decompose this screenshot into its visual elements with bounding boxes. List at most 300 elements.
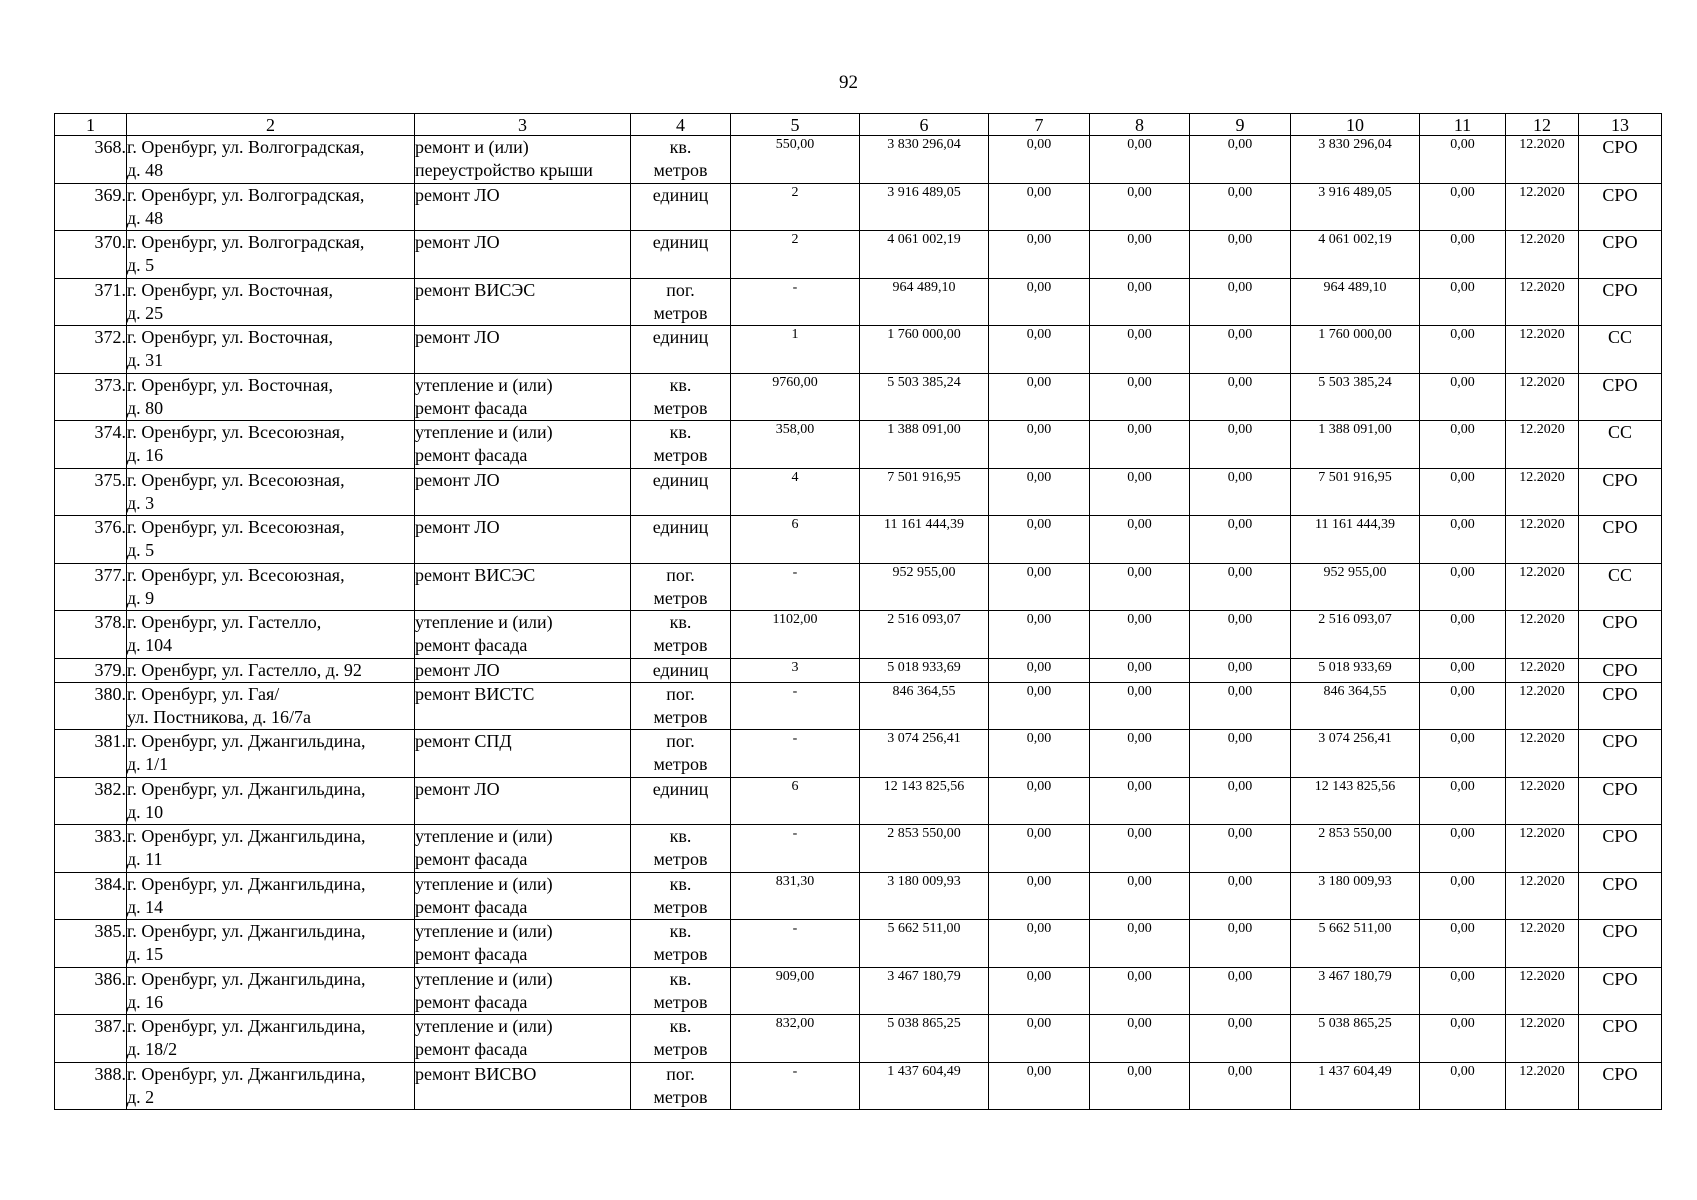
column-header-2: 2 — [127, 114, 415, 136]
row-number: 384. — [55, 872, 127, 920]
row-number: 383. — [55, 825, 127, 873]
col10-cell: 5 503 385,24 — [1291, 373, 1420, 421]
column-number-row — [55, 114, 1662, 136]
col9-cell: 0,00 — [1190, 563, 1291, 611]
col7-cell: 0,00 — [989, 682, 1090, 730]
col7-cell: 0,00 — [989, 278, 1090, 326]
col8-cell: 0,00 — [1090, 326, 1190, 374]
table-row — [55, 777, 1662, 825]
volume-cell: 1102,00 — [731, 611, 860, 659]
work-type-cell: ремонт ЛО — [415, 658, 631, 682]
table-row — [55, 872, 1662, 920]
cost-cell: 5 018 933,69 — [860, 658, 989, 682]
col9-cell: 0,00 — [1190, 682, 1291, 730]
date-cell: 12.2020 — [1506, 825, 1579, 873]
col11-cell: 0,00 — [1420, 278, 1506, 326]
date-cell: 12.2020 — [1506, 1062, 1579, 1110]
col11-cell: 0,00 — [1420, 682, 1506, 730]
column-header-3: 3 — [415, 114, 631, 136]
volume-cell: - — [731, 278, 860, 326]
date-cell: 12.2020 — [1506, 682, 1579, 730]
work-type-cell: ремонт ЛО — [415, 516, 631, 564]
col10-cell: 4 061 002,19 — [1291, 231, 1420, 279]
source-cell: СС — [1579, 326, 1662, 374]
col9-cell: 0,00 — [1190, 468, 1291, 516]
address-cell: г. Оренбург, ул. Джангильдина, д. 11 — [127, 825, 415, 873]
date-cell: 12.2020 — [1506, 468, 1579, 516]
col11-cell: 0,00 — [1420, 658, 1506, 682]
table-row — [55, 421, 1662, 469]
col8-cell: 0,00 — [1090, 920, 1190, 968]
source-cell: СРО — [1579, 730, 1662, 778]
row-number: 381. — [55, 730, 127, 778]
col10-cell: 964 489,10 — [1291, 278, 1420, 326]
volume-cell: - — [731, 682, 860, 730]
col10-cell: 3 916 489,05 — [1291, 183, 1420, 231]
unit-cell: единиц — [631, 231, 731, 279]
date-cell: 12.2020 — [1506, 611, 1579, 659]
row-number: 369. — [55, 183, 127, 231]
col10-cell: 3 830 296,04 — [1291, 136, 1420, 184]
col9-cell: 0,00 — [1190, 1015, 1291, 1063]
cost-cell: 5 503 385,24 — [860, 373, 989, 421]
col10-cell: 846 364,55 — [1291, 682, 1420, 730]
col7-cell: 0,00 — [989, 563, 1090, 611]
source-cell: СРО — [1579, 278, 1662, 326]
table-row — [55, 183, 1662, 231]
col7-cell: 0,00 — [989, 183, 1090, 231]
column-header-11: 11 — [1420, 114, 1506, 136]
col11-cell: 0,00 — [1420, 563, 1506, 611]
cost-cell: 3 916 489,05 — [860, 183, 989, 231]
column-header-1: 1 — [55, 114, 127, 136]
col10-cell: 3 467 180,79 — [1291, 967, 1420, 1015]
volume-cell: 2 — [731, 183, 860, 231]
date-cell: 12.2020 — [1506, 872, 1579, 920]
col11-cell: 0,00 — [1420, 183, 1506, 231]
address-cell: г. Оренбург, ул. Джангильдина, д. 1/1 — [127, 730, 415, 778]
table-body — [55, 136, 1662, 1110]
unit-cell: кв. метров — [631, 421, 731, 469]
col11-cell: 0,00 — [1420, 872, 1506, 920]
table-row — [55, 136, 1662, 184]
col11-cell: 0,00 — [1420, 468, 1506, 516]
table-row — [55, 278, 1662, 326]
col7-cell: 0,00 — [989, 421, 1090, 469]
source-cell: СРО — [1579, 682, 1662, 730]
col10-cell: 2 516 093,07 — [1291, 611, 1420, 659]
source-cell: СРО — [1579, 825, 1662, 873]
col7-cell: 0,00 — [989, 1015, 1090, 1063]
col8-cell: 0,00 — [1090, 183, 1190, 231]
col10-cell: 2 853 550,00 — [1291, 825, 1420, 873]
col11-cell: 0,00 — [1420, 421, 1506, 469]
col11-cell: 0,00 — [1420, 231, 1506, 279]
col11-cell: 0,00 — [1420, 920, 1506, 968]
source-cell: СРО — [1579, 658, 1662, 682]
table-row — [55, 1062, 1662, 1110]
col8-cell: 0,00 — [1090, 1015, 1190, 1063]
work-type-cell: утепление и (или) ремонт фасада — [415, 920, 631, 968]
work-type-cell: ремонт СПД — [415, 730, 631, 778]
date-cell: 12.2020 — [1506, 373, 1579, 421]
col11-cell: 0,00 — [1420, 730, 1506, 778]
column-header-8: 8 — [1090, 114, 1190, 136]
col10-cell: 5 662 511,00 — [1291, 920, 1420, 968]
source-cell: СРО — [1579, 967, 1662, 1015]
col7-cell: 0,00 — [989, 730, 1090, 778]
volume-cell: 6 — [731, 516, 860, 564]
work-type-cell: утепление и (или) ремонт фасада — [415, 872, 631, 920]
source-cell: СРО — [1579, 920, 1662, 968]
row-number: 368. — [55, 136, 127, 184]
source-cell: СС — [1579, 563, 1662, 611]
row-number: 375. — [55, 468, 127, 516]
col8-cell: 0,00 — [1090, 967, 1190, 1015]
address-cell: г. Оренбург, ул. Джангильдина, д. 15 — [127, 920, 415, 968]
col9-cell: 0,00 — [1190, 326, 1291, 374]
col8-cell: 0,00 — [1090, 278, 1190, 326]
address-cell: г. Оренбург, ул. Джангильдина, д. 2 — [127, 1062, 415, 1110]
work-type-cell: ремонт ЛО — [415, 468, 631, 516]
col8-cell: 0,00 — [1090, 231, 1190, 279]
col8-cell: 0,00 — [1090, 872, 1190, 920]
row-number: 376. — [55, 516, 127, 564]
column-header-7: 7 — [989, 114, 1090, 136]
col11-cell: 0,00 — [1420, 136, 1506, 184]
date-cell: 12.2020 — [1506, 278, 1579, 326]
col9-cell: 0,00 — [1190, 1062, 1291, 1110]
volume-cell: - — [731, 1062, 860, 1110]
col10-cell: 5 038 865,25 — [1291, 1015, 1420, 1063]
col7-cell: 0,00 — [989, 872, 1090, 920]
date-cell: 12.2020 — [1506, 421, 1579, 469]
address-cell: г. Оренбург, ул. Восточная, д. 25 — [127, 278, 415, 326]
date-cell: 12.2020 — [1506, 730, 1579, 778]
table-row — [55, 516, 1662, 564]
col7-cell: 0,00 — [989, 373, 1090, 421]
column-header-13: 13 — [1579, 114, 1662, 136]
unit-cell: пог. метров — [631, 730, 731, 778]
volume-cell: 2 — [731, 231, 860, 279]
volume-cell: 550,00 — [731, 136, 860, 184]
col10-cell: 1 437 604,49 — [1291, 1062, 1420, 1110]
work-type-cell: ремонт ВИСТС — [415, 682, 631, 730]
col7-cell: 0,00 — [989, 516, 1090, 564]
row-number: 378. — [55, 611, 127, 659]
table-row — [55, 563, 1662, 611]
col8-cell: 0,00 — [1090, 611, 1190, 659]
col9-cell: 0,00 — [1190, 777, 1291, 825]
col7-cell: 0,00 — [989, 326, 1090, 374]
volume-cell: 358,00 — [731, 421, 860, 469]
row-number: 377. — [55, 563, 127, 611]
col7-cell: 0,00 — [989, 825, 1090, 873]
address-cell: г. Оренбург, ул. Джангильдина, д. 16 — [127, 967, 415, 1015]
address-cell: г. Оренбург, ул. Джангильдина, д. 10 — [127, 777, 415, 825]
col11-cell: 0,00 — [1420, 1062, 1506, 1110]
volume-cell: - — [731, 563, 860, 611]
cost-cell: 3 074 256,41 — [860, 730, 989, 778]
row-number: 379. — [55, 658, 127, 682]
date-cell: 12.2020 — [1506, 967, 1579, 1015]
unit-cell: единиц — [631, 658, 731, 682]
column-header-9: 9 — [1190, 114, 1291, 136]
volume-cell: 909,00 — [731, 967, 860, 1015]
row-number: 373. — [55, 373, 127, 421]
col11-cell: 0,00 — [1420, 967, 1506, 1015]
volume-cell: - — [731, 920, 860, 968]
work-type-cell: утепление и (или) ремонт фасада — [415, 825, 631, 873]
repair-register-table — [54, 113, 1662, 1110]
column-header-4: 4 — [631, 114, 731, 136]
cost-cell: 1 760 000,00 — [860, 326, 989, 374]
address-cell: г. Оренбург, ул. Всесоюзная, д. 5 — [127, 516, 415, 564]
volume-cell: 3 — [731, 658, 860, 682]
volume-cell: 831,30 — [731, 872, 860, 920]
col8-cell: 0,00 — [1090, 373, 1190, 421]
unit-cell: пог. метров — [631, 1062, 731, 1110]
work-type-cell: ремонт ВИСЭС — [415, 278, 631, 326]
cost-cell: 846 364,55 — [860, 682, 989, 730]
table-row — [55, 658, 1662, 682]
cost-cell: 1 437 604,49 — [860, 1062, 989, 1110]
source-cell: СРО — [1579, 1062, 1662, 1110]
col11-cell: 0,00 — [1420, 825, 1506, 873]
address-cell: г. Оренбург, ул. Джангильдина, д. 14 — [127, 872, 415, 920]
source-cell: СРО — [1579, 611, 1662, 659]
address-cell: г. Оренбург, ул. Джангильдина, д. 18/2 — [127, 1015, 415, 1063]
row-number: 385. — [55, 920, 127, 968]
col8-cell: 0,00 — [1090, 516, 1190, 564]
unit-cell: кв. метров — [631, 967, 731, 1015]
cost-cell: 12 143 825,56 — [860, 777, 989, 825]
col8-cell: 0,00 — [1090, 136, 1190, 184]
col10-cell: 5 018 933,69 — [1291, 658, 1420, 682]
col8-cell: 0,00 — [1090, 468, 1190, 516]
col7-cell: 0,00 — [989, 1062, 1090, 1110]
table-row — [55, 682, 1662, 730]
col9-cell: 0,00 — [1190, 231, 1291, 279]
address-cell: г. Оренбург, ул. Гая/ ул. Постникова, д. 16/7а — [127, 682, 415, 730]
address-cell: г. Оренбург, ул. Волгоградская, д. 48 — [127, 136, 415, 184]
work-type-cell: ремонт ВИСЭС — [415, 563, 631, 611]
col10-cell: 1 388 091,00 — [1291, 421, 1420, 469]
column-header-6: 6 — [860, 114, 989, 136]
col11-cell: 0,00 — [1420, 326, 1506, 374]
col8-cell: 0,00 — [1090, 658, 1190, 682]
table-row — [55, 231, 1662, 279]
col10-cell: 952 955,00 — [1291, 563, 1420, 611]
address-cell: г. Оренбург, ул. Волгоградская, д. 48 — [127, 183, 415, 231]
date-cell: 12.2020 — [1506, 231, 1579, 279]
table-row — [55, 468, 1662, 516]
work-type-cell: ремонт ВИСВО — [415, 1062, 631, 1110]
col10-cell: 12 143 825,56 — [1291, 777, 1420, 825]
table-header — [55, 114, 1662, 136]
work-type-cell: утепление и (или) ремонт фасада — [415, 611, 631, 659]
col8-cell: 0,00 — [1090, 421, 1190, 469]
col10-cell: 1 760 000,00 — [1291, 326, 1420, 374]
table-row — [55, 373, 1662, 421]
unit-cell: единиц — [631, 326, 731, 374]
col11-cell: 0,00 — [1420, 516, 1506, 564]
unit-cell: кв. метров — [631, 920, 731, 968]
date-cell: 12.2020 — [1506, 183, 1579, 231]
col11-cell: 0,00 — [1420, 611, 1506, 659]
col9-cell: 0,00 — [1190, 611, 1291, 659]
date-cell: 12.2020 — [1506, 136, 1579, 184]
unit-cell: кв. метров — [631, 373, 731, 421]
source-cell: СРО — [1579, 231, 1662, 279]
work-type-cell: ремонт ЛО — [415, 777, 631, 825]
source-cell: СС — [1579, 421, 1662, 469]
col7-cell: 0,00 — [989, 231, 1090, 279]
unit-cell: единиц — [631, 183, 731, 231]
address-cell: г. Оренбург, ул. Всесоюзная, д. 3 — [127, 468, 415, 516]
cost-cell: 7 501 916,95 — [860, 468, 989, 516]
cost-cell: 11 161 444,39 — [860, 516, 989, 564]
table-row — [55, 326, 1662, 374]
cost-cell: 1 388 091,00 — [860, 421, 989, 469]
work-type-cell: утепление и (или) ремонт фасада — [415, 421, 631, 469]
col7-cell: 0,00 — [989, 658, 1090, 682]
unit-cell: единиц — [631, 468, 731, 516]
col9-cell: 0,00 — [1190, 136, 1291, 184]
date-cell: 12.2020 — [1506, 1015, 1579, 1063]
address-cell: г. Оренбург, ул. Гастелло, д. 104 — [127, 611, 415, 659]
cost-cell: 2 516 093,07 — [860, 611, 989, 659]
unit-cell: кв. метров — [631, 1015, 731, 1063]
table-row — [55, 920, 1662, 968]
source-cell: СРО — [1579, 777, 1662, 825]
volume-cell: 1 — [731, 326, 860, 374]
unit-cell: кв. метров — [631, 136, 731, 184]
unit-cell: кв. метров — [631, 825, 731, 873]
date-cell: 12.2020 — [1506, 516, 1579, 564]
col9-cell: 0,00 — [1190, 920, 1291, 968]
table-row — [55, 967, 1662, 1015]
col11-cell: 0,00 — [1420, 1015, 1506, 1063]
row-number: 380. — [55, 682, 127, 730]
row-number: 374. — [55, 421, 127, 469]
volume-cell: - — [731, 825, 860, 873]
address-cell: г. Оренбург, ул. Гастелло, д. 92 — [127, 658, 415, 682]
unit-cell: единиц — [631, 777, 731, 825]
col9-cell: 0,00 — [1190, 183, 1291, 231]
row-number: 370. — [55, 231, 127, 279]
address-cell: г. Оренбург, ул. Восточная, д. 80 — [127, 373, 415, 421]
col10-cell: 11 161 444,39 — [1291, 516, 1420, 564]
row-number: 372. — [55, 326, 127, 374]
page-number: 92 — [839, 72, 858, 93]
col11-cell: 0,00 — [1420, 373, 1506, 421]
work-type-cell: ремонт ЛО — [415, 326, 631, 374]
col7-cell: 0,00 — [989, 967, 1090, 1015]
col10-cell: 3 074 256,41 — [1291, 730, 1420, 778]
source-cell: СРО — [1579, 183, 1662, 231]
table-row — [55, 611, 1662, 659]
row-number: 388. — [55, 1062, 127, 1110]
col8-cell: 0,00 — [1090, 777, 1190, 825]
source-cell: СРО — [1579, 136, 1662, 184]
column-header-10: 10 — [1291, 114, 1420, 136]
volume-cell: 4 — [731, 468, 860, 516]
work-type-cell: утепление и (или) ремонт фасада — [415, 1015, 631, 1063]
row-number: 387. — [55, 1015, 127, 1063]
source-cell: СРО — [1579, 1015, 1662, 1063]
address-cell: г. Оренбург, ул. Всесоюзная, д. 9 — [127, 563, 415, 611]
col8-cell: 0,00 — [1090, 1062, 1190, 1110]
cost-cell: 3 467 180,79 — [860, 967, 989, 1015]
table-row — [55, 730, 1662, 778]
cost-cell: 3 180 009,93 — [860, 872, 989, 920]
table-row — [55, 1015, 1662, 1063]
address-cell: г. Оренбург, ул. Всесоюзная, д. 16 — [127, 421, 415, 469]
column-header-12: 12 — [1506, 114, 1579, 136]
source-cell: СРО — [1579, 468, 1662, 516]
col7-cell: 0,00 — [989, 920, 1090, 968]
volume-cell: 832,00 — [731, 1015, 860, 1063]
cost-cell: 2 853 550,00 — [860, 825, 989, 873]
source-cell: СРО — [1579, 373, 1662, 421]
address-cell: г. Оренбург, ул. Волгоградская, д. 5 — [127, 231, 415, 279]
work-type-cell: утепление и (или) ремонт фасада — [415, 967, 631, 1015]
col7-cell: 0,00 — [989, 468, 1090, 516]
date-cell: 12.2020 — [1506, 326, 1579, 374]
col9-cell: 0,00 — [1190, 421, 1291, 469]
volume-cell: - — [731, 730, 860, 778]
col9-cell: 0,00 — [1190, 825, 1291, 873]
unit-cell: пог. метров — [631, 682, 731, 730]
work-type-cell: ремонт и (или) переустройство крыши — [415, 136, 631, 184]
col10-cell: 7 501 916,95 — [1291, 468, 1420, 516]
col7-cell: 0,00 — [989, 136, 1090, 184]
volume-cell: 9760,00 — [731, 373, 860, 421]
cost-cell: 4 061 002,19 — [860, 231, 989, 279]
col9-cell: 0,00 — [1190, 658, 1291, 682]
col9-cell: 0,00 — [1190, 730, 1291, 778]
unit-cell: пог. метров — [631, 563, 731, 611]
cost-cell: 964 489,10 — [860, 278, 989, 326]
col11-cell: 0,00 — [1420, 777, 1506, 825]
col8-cell: 0,00 — [1090, 682, 1190, 730]
col9-cell: 0,00 — [1190, 373, 1291, 421]
row-number: 386. — [55, 967, 127, 1015]
date-cell: 12.2020 — [1506, 563, 1579, 611]
col9-cell: 0,00 — [1190, 967, 1291, 1015]
source-cell: СРО — [1579, 516, 1662, 564]
cost-cell: 5 662 511,00 — [860, 920, 989, 968]
cost-cell: 3 830 296,04 — [860, 136, 989, 184]
row-number: 371. — [55, 278, 127, 326]
address-cell: г. Оренбург, ул. Восточная, д. 31 — [127, 326, 415, 374]
unit-cell: кв. метров — [631, 872, 731, 920]
cost-cell: 5 038 865,25 — [860, 1015, 989, 1063]
unit-cell: единиц — [631, 516, 731, 564]
work-type-cell: утепление и (или) ремонт фасада — [415, 373, 631, 421]
date-cell: 12.2020 — [1506, 777, 1579, 825]
col7-cell: 0,00 — [989, 777, 1090, 825]
work-type-cell: ремонт ЛО — [415, 183, 631, 231]
col8-cell: 0,00 — [1090, 730, 1190, 778]
col9-cell: 0,00 — [1190, 872, 1291, 920]
volume-cell: 6 — [731, 777, 860, 825]
date-cell: 12.2020 — [1506, 658, 1579, 682]
cost-cell: 952 955,00 — [860, 563, 989, 611]
col9-cell: 0,00 — [1190, 516, 1291, 564]
source-cell: СРО — [1579, 872, 1662, 920]
